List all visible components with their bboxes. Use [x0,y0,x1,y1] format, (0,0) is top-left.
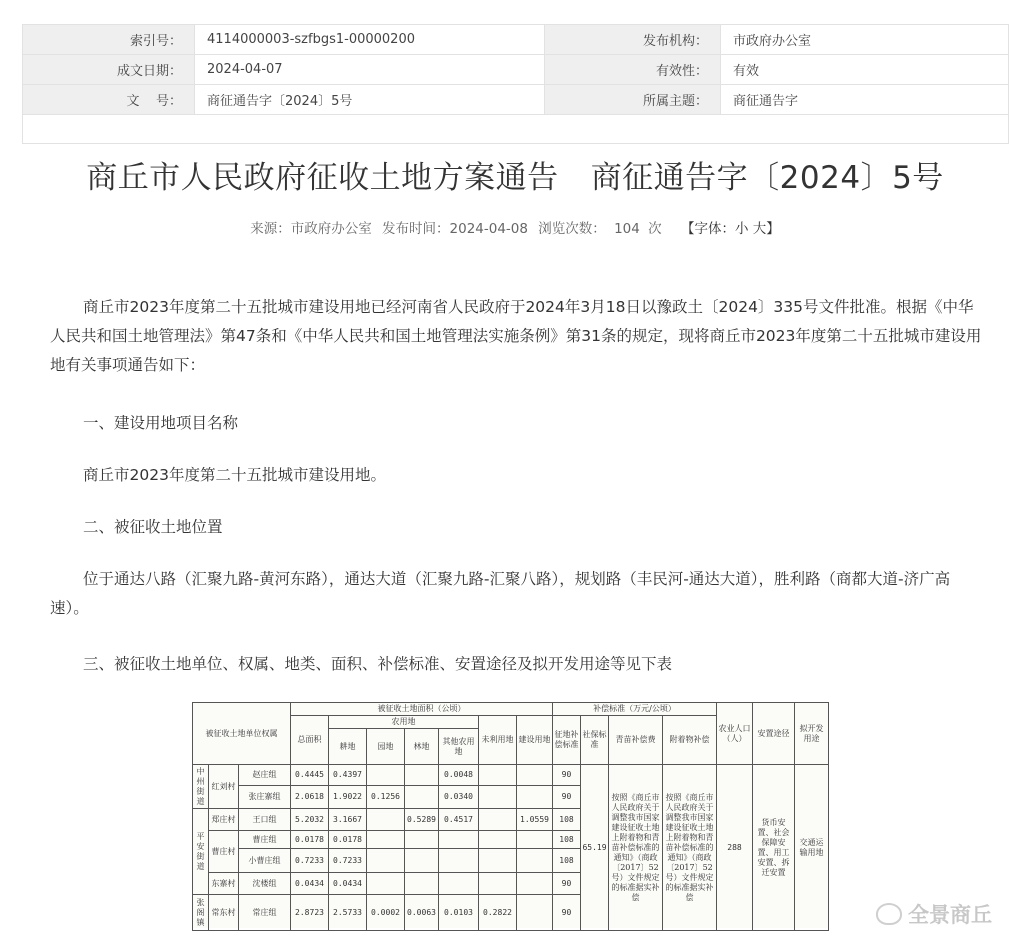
arable-cell: 1.9022 [329,786,367,809]
build-cell [517,873,553,895]
forest-cell [405,831,439,849]
group-cell: 常庄组 [239,895,291,931]
date-label: 成文日期： [23,55,195,85]
other-cell [439,831,479,849]
header-attachment-fee: 附着物补偿 [663,716,717,765]
watermark-text: 全景商丘 [908,903,992,927]
header-planned-use: 拟开发用途 [795,703,829,765]
header-unused-land: 未利用地 [479,716,517,765]
publish-time: 发布时间：2024-04-08 [382,221,528,237]
group-cell: 赵庄组 [239,765,291,786]
font-small-link[interactable]: 小 [734,221,749,237]
unused-cell [479,831,517,849]
index-value: 4114000003-szfbgs1-00000200 [195,25,545,55]
title-doc-number: 商征通告字〔2024〕5号 [590,160,944,196]
build-cell: 1.0559 [517,809,553,831]
forest-cell: 0.0063 [405,895,439,931]
total-cell: 0.7233 [291,849,329,873]
total-cell: 0.0178 [291,831,329,849]
document-meta-table [22,24,1009,144]
forest-cell [405,849,439,873]
header-compensation: 补偿标准（万元/公顷） [553,703,717,716]
table-row [193,765,829,786]
other-cell [439,873,479,895]
header-standard: 征地补偿标准 [553,716,581,765]
village-cell: 常东村 [209,895,239,931]
header-unit: 被征收土地单位权属 [193,703,291,765]
total-cell: 0.4445 [291,765,329,786]
social-standard-cell: 65.19 [581,765,609,931]
header-total-area: 总面积 [291,716,329,765]
land-expropriation-table [192,702,829,931]
other-cell: 0.0103 [439,895,479,931]
header-construction-land: 建设用地 [517,716,553,765]
forest-cell [405,765,439,786]
village-cell: 东寨村 [209,873,239,895]
other-cell: 0.0048 [439,765,479,786]
arable-cell: 0.4397 [329,765,367,786]
build-cell [517,765,553,786]
font-large-link[interactable]: 大 [752,221,767,237]
weibo-icon [876,903,902,925]
crop-compensation-cell: 按照《商丘市人民政府关于调整我市国家建设征收土地上附着物和青苗补偿标准的通知》（商政〔2017〕52号）文件规定的标准据实补偿 [609,765,663,931]
header-area: 被征收土地面积（公顷） [291,703,553,716]
garden-cell: 0.0002 [367,895,405,931]
unused-cell: 0.2822 [479,895,517,931]
planned-use-cell: 交通运输用地 [795,765,829,931]
standard-cell: 90 [553,873,581,895]
header-resettlement: 安置途径 [753,703,795,765]
total-cell: 2.8723 [291,895,329,931]
arable-cell: 0.0434 [329,873,367,895]
standard-cell: 108 [553,831,581,849]
validity-label: 有效性： [545,55,721,85]
village-cell: 曹庄村 [209,831,239,873]
arable-cell: 0.7233 [329,849,367,873]
header-population: 农业人口（人） [717,703,753,765]
standard-cell: 108 [553,849,581,873]
other-cell [439,849,479,873]
forest-cell: 0.5289 [405,809,439,831]
town-zhangge: 张阁镇 [193,895,209,931]
header-forest: 林地 [405,729,439,765]
arable-cell: 0.0178 [329,831,367,849]
arable-cell: 3.1667 [329,809,367,831]
header-garden: 园地 [367,729,405,765]
index-label: 索引号： [23,25,195,55]
street-pingan: 平安街道 [193,809,209,895]
view-count: 浏览次数： 104 次 [538,221,662,237]
village-cell: 红刘村 [209,765,239,809]
other-cell: 0.0340 [439,786,479,809]
unused-cell [479,849,517,873]
build-cell [517,895,553,931]
validity-value: 有效 [721,55,1009,85]
header-crop-fee: 青苗补偿费 [609,716,663,765]
standard-cell: 90 [553,765,581,786]
total-cell: 0.0434 [291,873,329,895]
garden-cell [367,831,405,849]
street-zhongzhou: 中州街道 [193,765,209,809]
garden-cell: 0.1256 [367,786,405,809]
population-cell: 288 [717,765,753,931]
unused-cell [479,809,517,831]
paragraph-project-name: 商丘市2023年度第二十五批城市建设用地。 [83,466,386,484]
garden-cell [367,809,405,831]
total-cell: 2.0618 [291,786,329,809]
date-value: 2024-04-07 [195,55,545,85]
group-cell: 沈楼组 [239,873,291,895]
garden-cell [367,873,405,895]
publisher-value: 市政府办公室 [721,25,1009,55]
garden-cell [367,765,405,786]
standard-cell: 90 [553,786,581,809]
paragraph-intro: 商丘市2023年度第二十五批城市建设用地已经河南省人民政府于2024年3月18日以豫政土〔2024〕335号文件批准。根据《中华人民共和国土地管理法》第47条和《中华人民共和国土地管理法实施条例》第31条的规定，现将商丘市2023年度第二十五批城市建设用地有关事项通告如下： [50,298,982,374]
source: 来源：市政府办公室 [250,221,372,237]
heading-location: 二、被征收土地位置 [83,518,223,536]
group-cell: 曹庄组 [239,831,291,849]
topic-value: 商征通告字 [721,85,1009,115]
forest-cell [405,786,439,809]
publisher-label: 发布机构： [545,25,721,55]
other-cell: 0.4517 [439,809,479,831]
total-cell: 5.2032 [291,809,329,831]
header-social-security: 社保标准 [581,716,609,765]
article-info [0,217,1030,237]
standard-cell: 108 [553,809,581,831]
doc-number-label: 文 号： [23,85,195,115]
resettlement-cell: 货币安置、社会保障安置、用工安置、拆迁安置 [753,765,795,931]
group-cell: 张庄寨组 [239,786,291,809]
garden-cell [367,849,405,873]
group-cell: 小曹庄组 [239,849,291,873]
forest-cell [405,873,439,895]
watermark [876,899,992,929]
font-size-switch: 【字体：小 大】 [680,221,780,237]
title-main: 商丘市人民政府征收土地方案通告 [86,160,559,196]
build-cell [517,849,553,873]
unused-cell [479,786,517,809]
heading-project-name: 一、建设用地项目名称 [83,414,239,432]
build-cell [517,786,553,809]
unused-cell [479,873,517,895]
paragraph-location: 位于通达八路（汇聚九路-黄河东路），通达大道（汇聚九路-汇聚八路），规划路（丰民河-通达大道），胜利路（商都大道-济广高速）。 [50,570,951,617]
land-expropriation-table-image [192,702,828,928]
heading-table-intro: 三、被征收土地单位、权属、地类、面积、补偿标准、安置途径及拟开发用途等见下表 [83,655,673,673]
group-cell: 王口组 [239,809,291,831]
arable-cell: 2.5733 [329,895,367,931]
unused-cell [479,765,517,786]
header-farmland: 农用地 [329,716,479,729]
meta-spacer-row [23,115,1009,144]
doc-number-value: 商征通告字〔2024〕5号 [195,85,545,115]
header-other-farmland: 其他农用地 [439,729,479,765]
standard-cell: 90 [553,895,581,931]
attachment-compensation-cell: 按照《商丘市人民政府关于调整我市国家建设征收土地上附着物和青苗补偿标准的通知》（商政〔2017〕52号）文件规定的标准据实补偿 [663,765,717,931]
page-title [0,152,1030,197]
village-cell: 郑庄村 [209,809,239,831]
build-cell [517,831,553,849]
topic-label: 所属主题： [545,85,721,115]
header-arable: 耕地 [329,729,367,765]
